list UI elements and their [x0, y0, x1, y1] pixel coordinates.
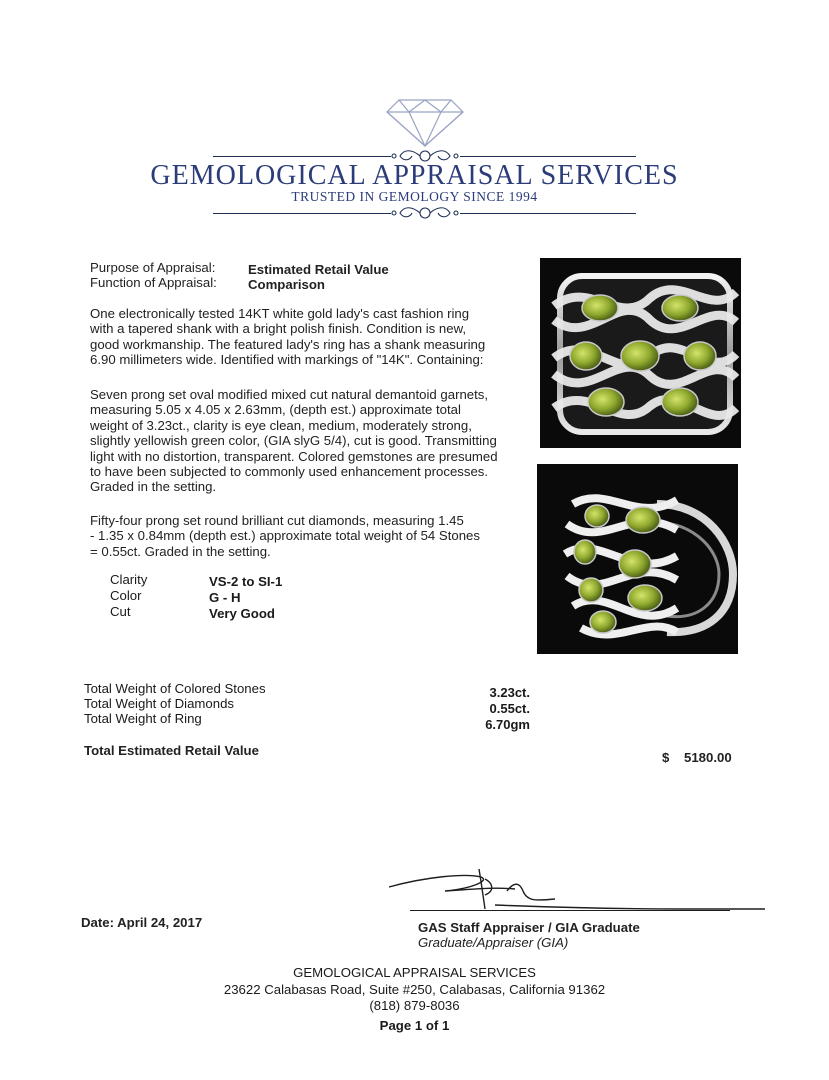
- description-line: good workmanship. The featured lady's ring has a shank measuring: [90, 336, 486, 352]
- ring-description: [90, 306, 518, 368]
- description-line: weight of 3.23ct., clarity is eye clean, medium, moderately strong,: [90, 417, 472, 433]
- retail-value-label: Total Estimated Retail Value: [84, 743, 259, 758]
- description-line: Fifty-four prong set round brilliant cut diamonds, measuring 1.45: [90, 513, 464, 528]
- header-rule-top: [213, 156, 391, 157]
- footer-address: 23622 Calabasas Road, Suite #250, Calabasas, California 91362: [223, 982, 606, 997]
- appraiser-name: GAS Staff Appraiser / GIA Graduate: [418, 920, 640, 935]
- header-rule-bottom: [213, 213, 391, 214]
- footer-company: GEMOLOGICAL APPRAISAL SERVICES: [293, 965, 536, 980]
- description-line: = 0.55ct. Graded in the setting.: [90, 543, 271, 559]
- total-diamonds-value: 0.55ct.: [489, 701, 530, 716]
- appraiser-title: Graduate/Appraiser (GIA): [418, 935, 569, 950]
- colored-stones-description: [90, 387, 518, 495]
- purpose-value: Estimated Retail Value: [248, 262, 389, 277]
- color-label: Color: [110, 588, 142, 603]
- company-tagline: TRUSTED IN GEMOLOGY SINCE 1994: [291, 189, 538, 204]
- description-line: light with no distortion, transparent. Colored gemstones are presumed: [90, 448, 498, 464]
- clarity-label: Clarity: [110, 572, 148, 587]
- page-number: Page 1 of 1: [379, 1018, 450, 1033]
- description-line: - 1.35 x 0.84mm (depth est.) approximate total weight of 54 Stones: [90, 528, 480, 544]
- signature-line: [410, 910, 730, 911]
- description-line: One electronically tested 14KT white gold lady's cast fashion ring: [90, 306, 470, 321]
- function-value: Comparison: [248, 277, 325, 292]
- ring-photo-front: [540, 258, 741, 448]
- cut-value: Very Good: [209, 606, 275, 621]
- color-value: G - H: [209, 590, 241, 605]
- function-label: Function of Appraisal:: [90, 275, 217, 290]
- retail-currency: $: [662, 750, 670, 765]
- retail-value: 5180.00: [684, 750, 732, 765]
- clarity-value: VS-2 to SI-1: [209, 574, 283, 589]
- diamond-icon: [385, 92, 465, 148]
- header-rule-bottom-right: [460, 213, 636, 214]
- description-line: Graded in the setting.: [90, 479, 217, 495]
- description-line: 6.90 millimeters wide. Identified with markings of "14K". Containing:: [90, 352, 484, 368]
- appraiser-signature: [385, 865, 775, 915]
- purpose-label: Purpose of Appraisal:: [90, 260, 216, 275]
- total-ring-weight-label: Total Weight of Ring: [84, 711, 202, 726]
- description-line: measuring 5.05 x 4.05 x 2.63mm, (depth est.) approximate total: [90, 402, 461, 418]
- total-colored-stones-value: 3.23ct.: [489, 685, 530, 700]
- total-diamonds-label: Total Weight of Diamonds: [84, 696, 235, 711]
- description-line: to have been subjected to commonly used enhancement processes.: [90, 464, 489, 480]
- diamonds-description: [90, 513, 500, 559]
- header-rule-top-right: [460, 156, 636, 157]
- cut-label: Cut: [110, 604, 131, 619]
- description-line: slightly yellowish green color, (GIA slyG 5/4), cut is good. Transmitting: [90, 433, 497, 449]
- ring-photo-side: [537, 464, 738, 654]
- description-line: with a tapered shank with a bright polish finish. Condition is new,: [90, 321, 467, 337]
- footer-phone: (818) 879-8036: [369, 998, 460, 1013]
- flourish-ornament-bottom: [390, 205, 460, 221]
- company-title: GEMOLOGICAL APPRAISAL SERVICES: [150, 160, 679, 191]
- total-ring-weight-value: 6.70gm: [485, 717, 530, 732]
- appraisal-date: Date: April 24, 2017: [81, 915, 203, 930]
- description-line: Seven prong set oval modified mixed cut natural demantoid garnets,: [90, 387, 489, 402]
- total-colored-stones-label: Total Weight of Colored Stones: [84, 681, 266, 696]
